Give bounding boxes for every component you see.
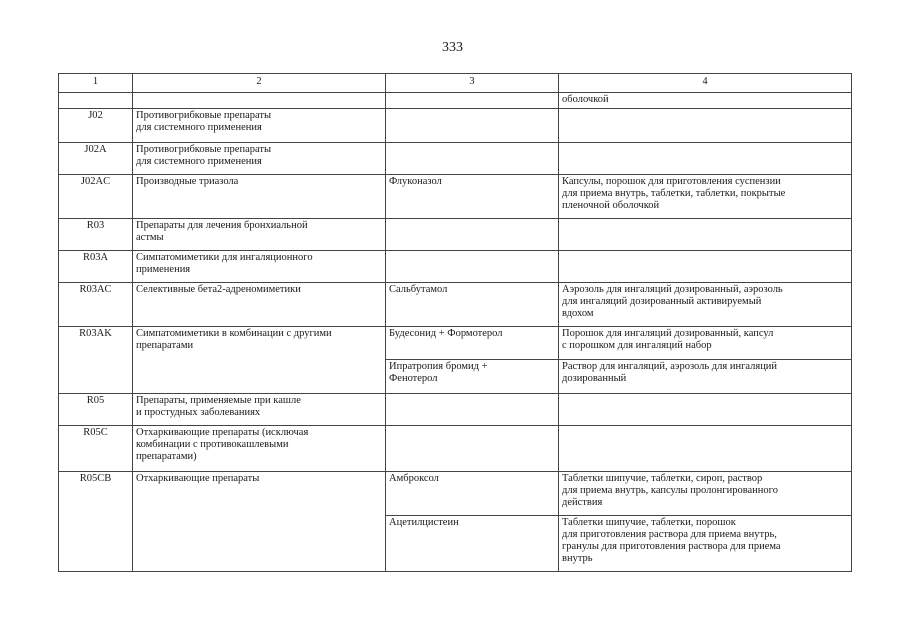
atc-code: R05C xyxy=(59,426,133,472)
table-row-j02 xyxy=(59,109,852,143)
dosage-form: Капсулы, порошок для приготовления суспензии для приема внутрь, таблетки, таблетки, покрытые пленочной оболочкой xyxy=(559,175,852,219)
drug-name: Ацетилцистеин xyxy=(386,516,559,572)
drug-name: Флуконазол xyxy=(386,175,559,219)
group-name: Препараты, применяемые при кашле и простудных заболеваниях xyxy=(133,394,386,426)
drug-name xyxy=(386,109,559,143)
group-name: Противогрибковые препараты для системного применения xyxy=(133,143,386,175)
table-row-r03 xyxy=(59,219,852,251)
group-name: Селективные бета2-адреномиметики xyxy=(133,283,386,327)
table-row-j02ac xyxy=(59,175,852,219)
continuation-col1 xyxy=(59,93,133,109)
dosage-form: Таблетки шипучие, таблетки, порошок для приготовления раствора для приема внутрь, гранулы для приготовления раствора для приема внутрь xyxy=(559,516,852,572)
table-row-r05cb xyxy=(59,472,852,516)
continuation-col3 xyxy=(386,93,559,109)
header-col-4: 4 xyxy=(559,74,852,93)
drug-name: Сальбутамол xyxy=(386,283,559,327)
atc-code: J02AC xyxy=(59,175,133,219)
dosage-form: Аэрозоль для ингаляций дозированный, аэрозоль для ингаляций дозированный активируемый вдохом xyxy=(559,283,852,327)
dosage-form: Таблетки шипучие, таблетки, сироп, раствор для приема внутрь, капсулы пролонгированного действия xyxy=(559,472,852,516)
drug-name xyxy=(386,219,559,251)
dosage-form xyxy=(559,143,852,175)
table-row-j02a xyxy=(59,143,852,175)
dosage-form xyxy=(559,109,852,143)
page-number: 333 xyxy=(442,40,463,55)
atc-code: J02A xyxy=(59,143,133,175)
header-col-2: 2 xyxy=(133,74,386,93)
atc-code: R03 xyxy=(59,219,133,251)
group-name: Противогрибковые препараты для системного применения xyxy=(133,109,386,143)
table-row-r03ac xyxy=(59,283,852,327)
drug-name: Ипратропия бромид + Фенотерол xyxy=(386,360,559,394)
atc-code: R03AK xyxy=(59,327,133,394)
table-row-r03a xyxy=(59,251,852,283)
group-name: Производные триазола xyxy=(133,175,386,219)
dosage-form xyxy=(559,219,852,251)
drug-table xyxy=(58,73,852,572)
header-row xyxy=(59,74,852,93)
atc-code: R05 xyxy=(59,394,133,426)
atc-code: J02 xyxy=(59,109,133,143)
group-name: Симпатомиметики для ингаляционного применения xyxy=(133,251,386,283)
drug-name: Будесонид + Формотерол xyxy=(386,327,559,360)
continuation-col2 xyxy=(133,93,386,109)
atc-code: R03AC xyxy=(59,283,133,327)
header-col-3: 3 xyxy=(386,74,559,93)
dosage-form: Порошок для ингаляций дозированный, капсул с порошком для ингаляций набор xyxy=(559,327,852,360)
table-row-r03ak xyxy=(59,327,852,360)
drug-name xyxy=(386,143,559,175)
dosage-form xyxy=(559,426,852,472)
dosage-form: Раствор для ингаляций, аэрозоль для ингаляций дозированный xyxy=(559,360,852,394)
group-name: Препараты для лечения бронхиальной астмы xyxy=(133,219,386,251)
continuation-text: оболочкой xyxy=(562,94,609,105)
drug-name xyxy=(386,394,559,426)
drug-name xyxy=(386,426,559,472)
group-name: Симпатомиметики в комбинации с другими препаратами xyxy=(133,327,386,394)
dosage-form xyxy=(559,251,852,283)
group-name: Отхаркивающие препараты xyxy=(133,472,386,572)
header-col-1: 1 xyxy=(59,74,133,93)
continuation-col4 xyxy=(559,93,852,109)
continuation-row xyxy=(59,93,852,109)
table-row-r05 xyxy=(59,394,852,426)
atc-code: R05CB xyxy=(59,472,133,572)
dosage-form xyxy=(559,394,852,426)
table-row-r05c xyxy=(59,426,852,472)
drug-name xyxy=(386,251,559,283)
group-name: Отхаркивающие препараты (исключая комбинации с противокашлевыми препаратами) xyxy=(133,426,386,472)
atc-code: R03A xyxy=(59,251,133,283)
drug-name: Амброксол xyxy=(386,472,559,516)
